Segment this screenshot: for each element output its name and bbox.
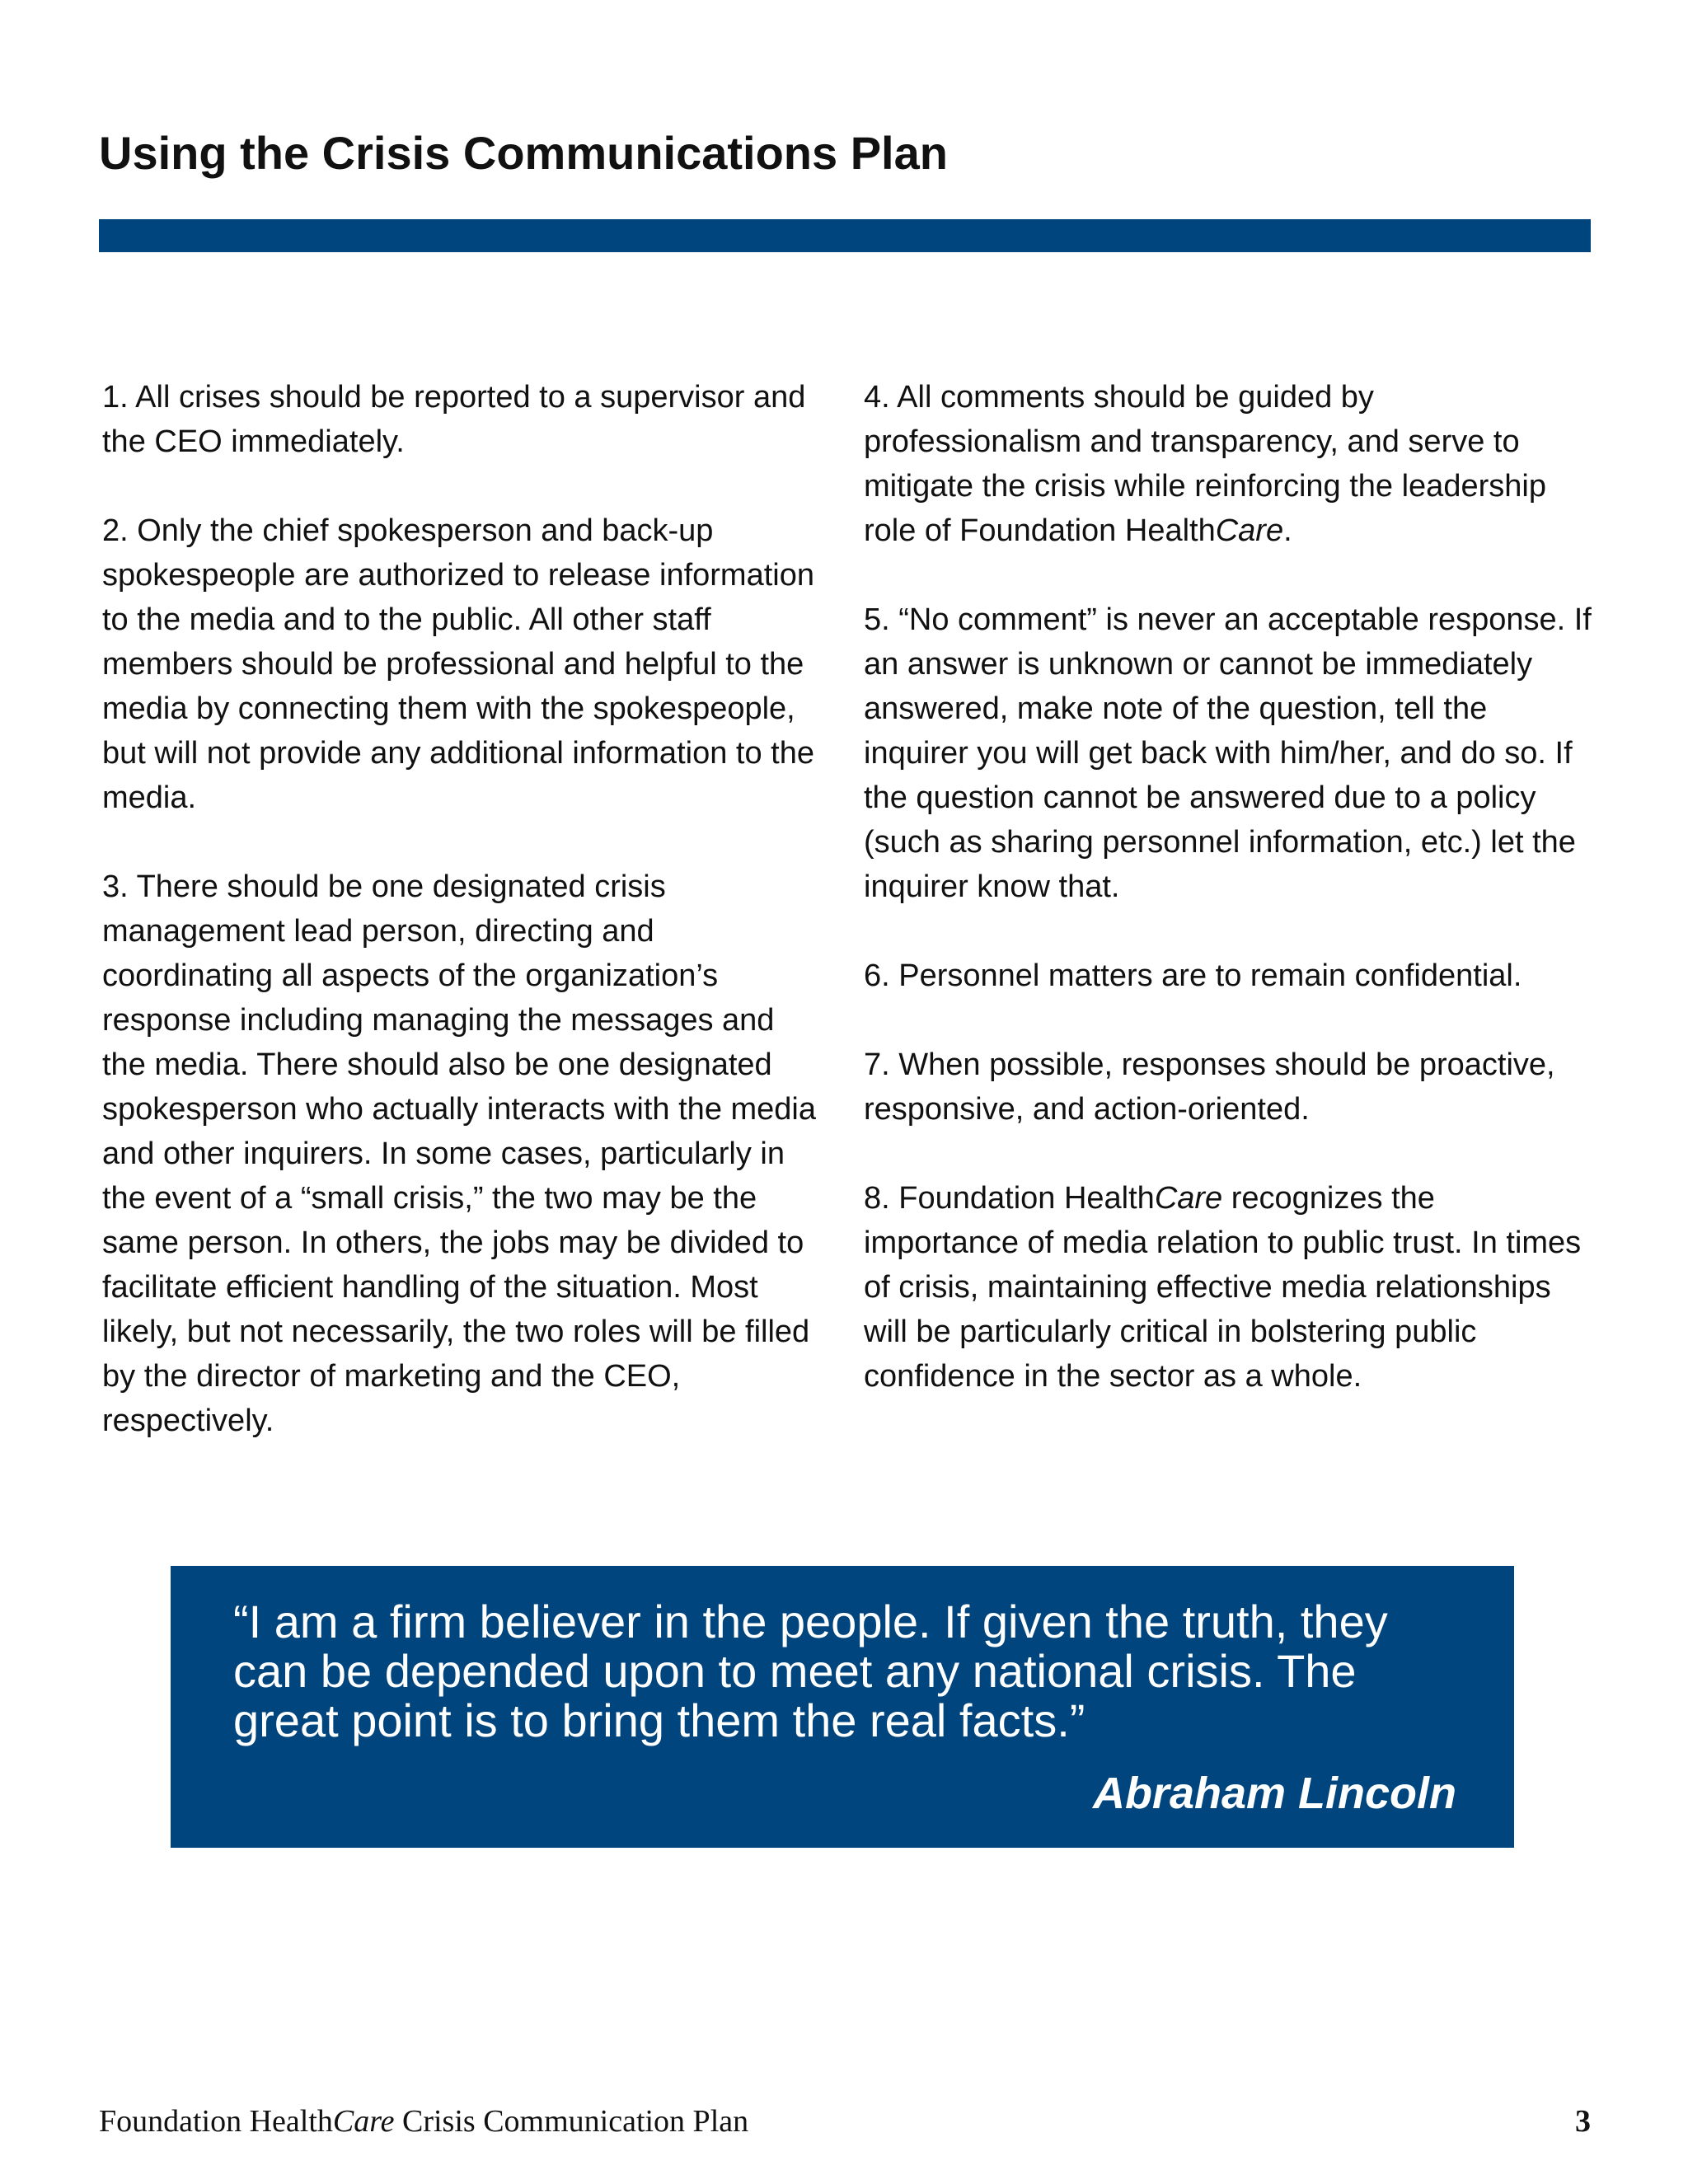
guideline-item-4-end: .: [1283, 513, 1292, 548]
guideline-item-8: [864, 1176, 1593, 1399]
page-number: 3: [1575, 2104, 1591, 2139]
guideline-item-6: 6. Personnel matters are to remain confidential.: [864, 958, 1522, 993]
guideline-item-5: 5. “No comment” is never an acceptable response. If an answer is unknown or cannot be immediately answered, make note of the question, tell the inquirer you will get back with him/her, and do so. If the question cannot be answered due to a policy (such as sharing personnel information, etc.) let the inquirer know that.: [864, 602, 1592, 904]
footer-title-end: Crisis Communication Plan: [394, 2104, 749, 2139]
guideline-item-8-emphasis: Care: [1154, 1181, 1223, 1216]
guideline-item-3: 3. There should be one designated crisis management lead person, directing and coordinating all aspects of the organization’s response including managing the messages and the media. There should also be one designated spokesperson who actually interacts with the media and other inquirers. In some cases, particularly in the event of a “small crisis,” the two may be the same person. In others, the jobs may be divided to facilitate efficient handling of the situation. Most likely, but not necessarily, the two roles will be filled by the director of marketing and the CEO, respectively.: [102, 869, 817, 1438]
guideline-item-1: 1. All crises should be reported to a supervisor and the CEO immediately.: [102, 380, 806, 459]
guideline-item-8-text: recognizes the importance of media relation to public trust. In times of crisis, maintaining effective media relationships will be particularly critical in bolstering public confidence in the sector as a whole.: [864, 1181, 1582, 1394]
footer-document-title: [99, 2102, 748, 2141]
guideline-item-4: [864, 375, 1593, 553]
quote-box: [171, 1566, 1514, 1848]
page-title: Using the Crisis Communications Plan: [99, 127, 948, 179]
left-column: [102, 375, 819, 1443]
quote-text: “I am a firm believer in the people. If given the truth, they can be depended upon to meet any national crisis. The great point is to bring them the real facts.”: [233, 1596, 1388, 1746]
guideline-item-2: 2. Only the chief spokesperson and back-up spokespeople are authorized to release information to the media and to the public. All other staff members should be professional and helpful to the media by connecting them with the spokespeople, but will not provide any additional information to the media.: [102, 513, 814, 815]
quote-author: Abraham Lincoln: [1092, 1769, 1456, 1818]
guideline-item-4-emphasis: Care: [1215, 513, 1284, 548]
guideline-item-8-start: 8. Foundation Health: [864, 1181, 1155, 1216]
footer-title-emphasis: Care: [332, 2104, 395, 2139]
title-divider-bar: [99, 219, 1591, 252]
guideline-item-4-text: 4. All comments should be guided by professionalism and transparency, and serve to mitigate the crisis while reinforcing the leadership role of Foundation Health: [864, 380, 1546, 548]
guideline-item-7: 7. When possible, responses should be proactive, responsive, and action-oriented.: [864, 1047, 1555, 1127]
footer-title-start: Foundation Health: [99, 2104, 333, 2139]
right-column: [864, 375, 1593, 1399]
